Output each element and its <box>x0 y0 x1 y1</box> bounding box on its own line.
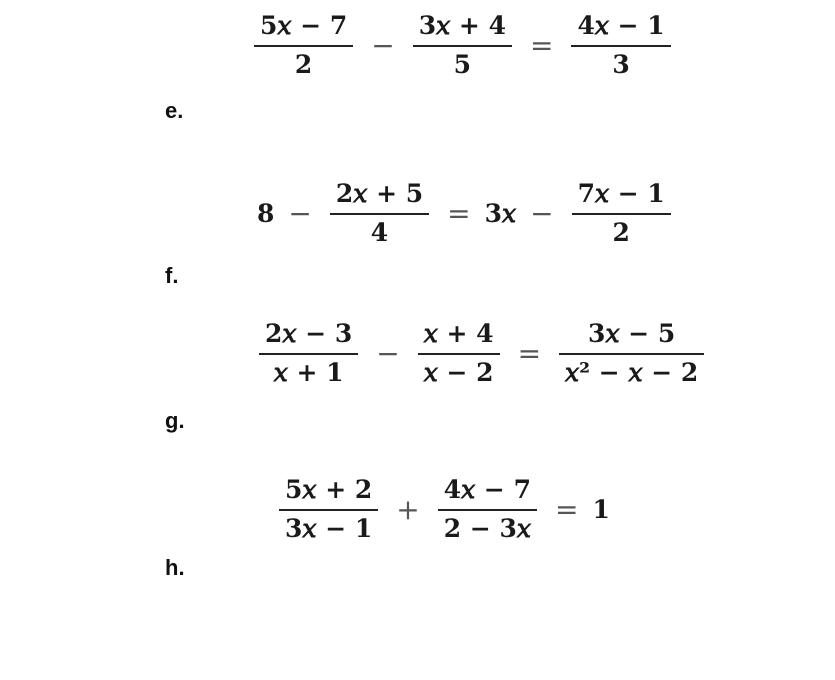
equation-h <box>273 476 612 544</box>
equals-operator: = <box>447 197 471 231</box>
numerator: 5𝑥 − 7 <box>260 11 348 40</box>
fraction <box>259 320 358 388</box>
equation-g <box>253 320 710 388</box>
numerator: 7𝑥 − 1 <box>577 179 665 208</box>
equals-operator: = <box>554 493 579 527</box>
fraction <box>279 476 378 544</box>
fraction <box>559 320 704 388</box>
denominator: 2 <box>294 49 313 79</box>
fraction <box>413 12 512 80</box>
numerator: 3𝑥 + 4 <box>418 11 506 40</box>
numerator: 4𝑥 − 7 <box>443 475 531 504</box>
minus-operator: − <box>288 197 312 231</box>
denominator: 2 <box>612 217 630 247</box>
denominator: 5 <box>453 49 472 79</box>
fraction <box>571 12 670 80</box>
denominator: 𝑥 + 1 <box>273 357 344 387</box>
fraction <box>418 320 500 388</box>
denominator: 4 <box>370 217 389 247</box>
denominator: 3 <box>612 49 630 79</box>
plus-operator: + <box>396 493 420 527</box>
denominator: 2 − 3𝑥 <box>443 513 531 543</box>
numerator: 𝑥 + 4 <box>423 319 494 348</box>
problem-label-g: g. <box>165 408 185 433</box>
constant-term: 1 <box>592 495 610 525</box>
denominator: 𝑥² − 𝑥 − 2 <box>565 357 699 387</box>
minus-operator: − <box>530 197 554 231</box>
problem-label-e: e. <box>165 98 184 123</box>
equals-operator: = <box>529 29 554 63</box>
numerator: 2𝑥 + 5 <box>335 179 424 208</box>
numerator: 4𝑥 − 1 <box>577 11 665 40</box>
numerator: 2𝑥 − 3 <box>265 319 353 348</box>
variable-term: 3𝑥 <box>484 199 517 229</box>
numerator: 5𝑥 + 2 <box>285 475 373 504</box>
fraction <box>438 476 537 544</box>
numerator: 3𝑥 − 5 <box>588 319 676 348</box>
constant-term: 8 <box>257 199 275 229</box>
denominator: 3𝑥 − 1 <box>285 513 373 543</box>
problem-label-h: h. <box>165 555 185 580</box>
minus-operator: − <box>376 337 400 371</box>
equals-operator: = <box>517 337 542 371</box>
denominator: 𝑥 − 2 <box>423 357 494 387</box>
fraction <box>254 12 353 80</box>
minus-operator: − <box>371 29 395 63</box>
fraction <box>572 180 671 248</box>
problem-label-f: f. <box>165 263 179 288</box>
equation-e <box>248 12 677 80</box>
fraction <box>330 180 429 248</box>
equation-f <box>255 180 677 248</box>
